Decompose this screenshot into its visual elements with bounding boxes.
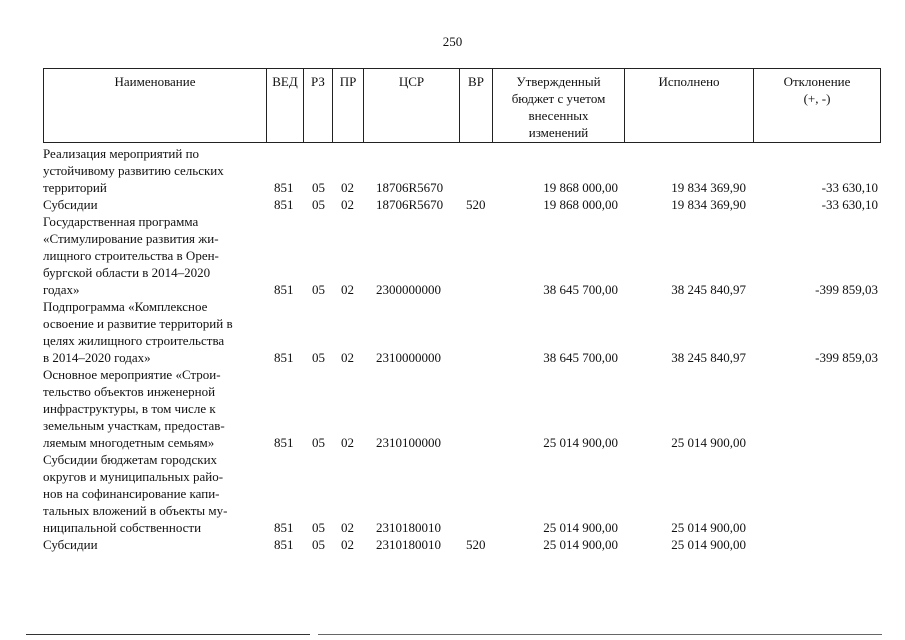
- cell-rz: 05: [312, 537, 325, 552]
- row-values: [43, 281, 881, 298]
- header-done: Исполнено: [624, 69, 753, 142]
- cell-ved: 851: [274, 282, 294, 297]
- cell-done: 19 834 369,90: [671, 180, 746, 195]
- cell-budget: 19 868 000,00: [543, 197, 618, 212]
- cell-vr: 520: [466, 197, 486, 212]
- row-name-line: Основное мероприятие «Строи-: [43, 367, 221, 382]
- cell-csr: 2310180010: [376, 520, 441, 535]
- cell-deviation: -399 859,03: [815, 350, 878, 365]
- cell-ved: 851: [274, 197, 294, 212]
- row-values: [43, 196, 881, 213]
- row-name-line: Субсидии: [43, 537, 98, 552]
- cell-done: 19 834 369,90: [671, 197, 746, 212]
- row-name-line: лищного строительства в Орен-: [43, 248, 219, 263]
- row-name-line: округов и муниципальных райо-: [43, 469, 224, 484]
- cell-budget: 25 014 900,00: [543, 520, 618, 535]
- row-name-line: устойчивому развитию сельских: [43, 163, 224, 178]
- row-name-line: «Стимулирование развития жи-: [43, 231, 219, 246]
- cell-pr: 02: [341, 537, 354, 552]
- row-name-line: тельство объектов инженерной: [43, 384, 216, 399]
- cell-csr: 2310000000: [376, 350, 441, 365]
- cell-rz: 05: [312, 350, 325, 365]
- cell-deviation: -399 859,03: [815, 282, 878, 297]
- cell-rz: 05: [312, 197, 325, 212]
- cell-csr: 2310180010: [376, 537, 441, 552]
- header-budget-line: внесенных: [528, 108, 589, 123]
- table-row: [43, 366, 881, 451]
- cell-ved: 851: [274, 537, 294, 552]
- cell-rz: 05: [312, 282, 325, 297]
- row-name-line: целях жилищного строительства: [43, 333, 225, 348]
- header-deviation-line: Отклонение: [783, 74, 851, 89]
- header-csr: ЦСР: [363, 69, 459, 142]
- row-name-line: земельным участкам, предостав-: [43, 418, 225, 433]
- cell-ved: 851: [274, 520, 294, 535]
- row-name-line: бургской области в 2014–2020: [43, 265, 211, 280]
- row-values: [43, 179, 881, 196]
- table-body: [43, 145, 881, 553]
- cell-ved: 851: [274, 435, 294, 450]
- header-rz: РЗ: [303, 69, 332, 142]
- cell-budget: 25 014 900,00: [543, 537, 618, 552]
- row-name-line: Субсидии бюджетам городских: [43, 452, 218, 467]
- row-values: [43, 434, 881, 451]
- header-vr: ВР: [459, 69, 492, 142]
- cell-rz: 05: [312, 435, 325, 450]
- row-name-line: ляемым многодетным семьям»: [43, 435, 215, 450]
- header-deviation: [753, 69, 881, 142]
- row-name-line: ниципальной собственности: [43, 520, 202, 535]
- cell-done: 25 014 900,00: [671, 537, 746, 552]
- row-name-line: Реализация мероприятий по: [43, 146, 200, 161]
- cell-pr: 02: [341, 520, 354, 535]
- table-row: [43, 536, 881, 553]
- cell-done: 38 245 840,97: [671, 282, 746, 297]
- cell-budget: 38 645 700,00: [543, 350, 618, 365]
- row-name-line: нов на софинансирование капи-: [43, 486, 220, 501]
- page-bottom-rule: [26, 634, 310, 635]
- table-header: [43, 68, 881, 143]
- row-name-line: Субсидии: [43, 197, 98, 212]
- row-name-line: годах»: [43, 282, 80, 297]
- cell-ved: 851: [274, 180, 294, 195]
- header-budget-line: Утвержденный: [516, 74, 601, 89]
- row-name-line: в 2014–2020 годах»: [43, 350, 151, 365]
- row-name-line: освоение и развитие территорий в: [43, 316, 233, 331]
- header-ved: ВЕД: [266, 69, 303, 142]
- page-number: 250: [442, 34, 463, 49]
- cell-rz: 05: [312, 180, 325, 195]
- cell-budget: 19 868 000,00: [543, 180, 618, 195]
- cell-csr: 18706R5670: [376, 180, 444, 195]
- cell-budget: 38 645 700,00: [543, 282, 618, 297]
- header-pr: ПР: [332, 69, 363, 142]
- row-values: [43, 349, 881, 366]
- cell-pr: 02: [341, 282, 354, 297]
- table-row: [43, 213, 881, 298]
- table-row: [43, 145, 881, 196]
- cell-pr: 02: [341, 350, 354, 365]
- cell-csr: 2300000000: [376, 282, 441, 297]
- table-row: [43, 451, 881, 536]
- cell-done: 38 245 840,97: [671, 350, 746, 365]
- cell-budget: 25 014 900,00: [543, 435, 618, 450]
- cell-rz: 05: [312, 520, 325, 535]
- header-name: Наименование: [43, 69, 266, 142]
- cell-csr: 18706R5670: [376, 197, 444, 212]
- header-budget-line: бюджет с учетом: [511, 91, 606, 106]
- row-values: [43, 536, 881, 553]
- page-bottom-rule: [318, 634, 882, 635]
- row-name-line: инфраструктуры, в том числе к: [43, 401, 216, 416]
- cell-pr: 02: [341, 180, 354, 195]
- cell-pr: 02: [341, 435, 354, 450]
- table-row: [43, 196, 881, 213]
- cell-pr: 02: [341, 197, 354, 212]
- header-budget-line: изменений: [528, 125, 589, 140]
- cell-deviation: -33 630,10: [821, 197, 878, 212]
- cell-vr: 520: [466, 537, 486, 552]
- cell-csr: 2310100000: [376, 435, 441, 450]
- header-deviation-line: (+, -): [803, 91, 831, 106]
- row-name-line: Государственная программа: [43, 214, 199, 229]
- row-name-line: тальных вложений в объекты му-: [43, 503, 228, 518]
- header-budget: [492, 69, 624, 142]
- row-name-line: территорий: [43, 180, 107, 195]
- row-name-line: Подпрограмма «Комплексное: [43, 299, 208, 314]
- table-row: [43, 298, 881, 366]
- row-values: [43, 519, 881, 536]
- cell-deviation: -33 630,10: [821, 180, 878, 195]
- cell-done: 25 014 900,00: [671, 520, 746, 535]
- cell-done: 25 014 900,00: [671, 435, 746, 450]
- cell-ved: 851: [274, 350, 294, 365]
